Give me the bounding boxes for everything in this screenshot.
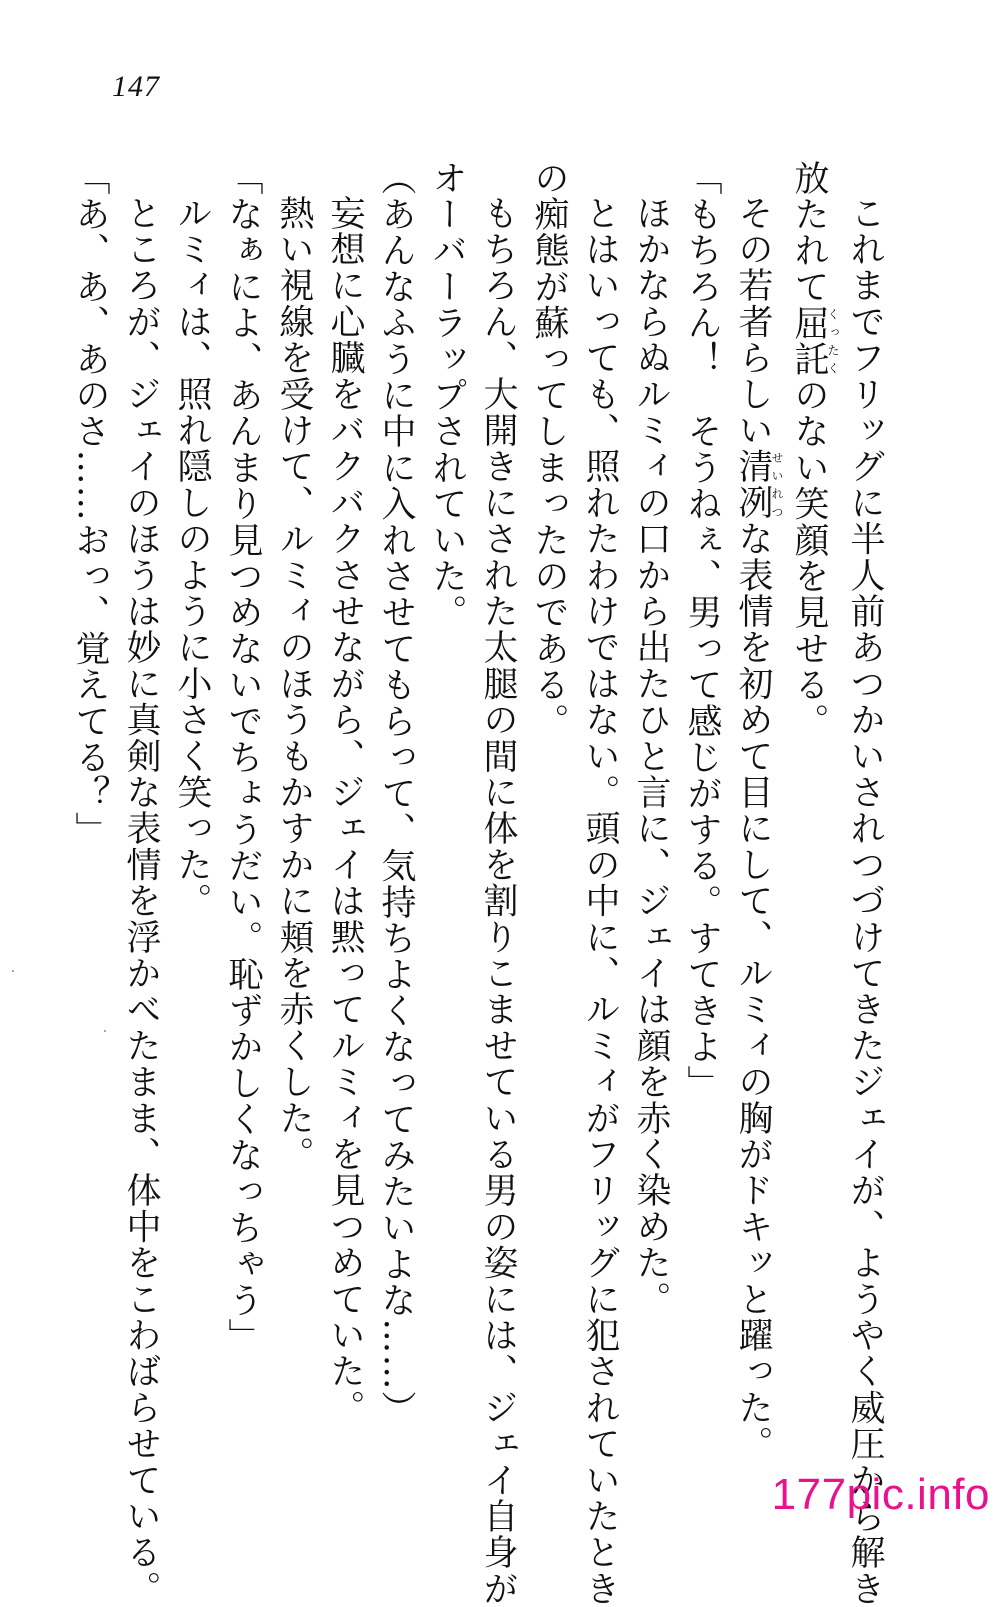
page-number: 147	[112, 70, 160, 103]
text-line: 放たれて屈託くったくのない笑顔を見せる。	[789, 160, 840, 740]
text-line: これまでフリッグに半人前あつかいされつづけてきたジェイが、ようやく威圧から解き	[845, 195, 885, 1607]
text-line: （あんなふうに中に入れさせてもらって、気持ちよくなってみたいよな……）	[376, 160, 416, 1427]
watermark: 177pic.info	[771, 1470, 990, 1519]
text-line: ところが、ジェイのほうは妙に真剣な表情を浮かべたまま、体中をこわばらせている。	[121, 195, 161, 1607]
text-line: 熱い視線を受けて、ルミィのほうもかすかに頬を赤くした。	[274, 195, 314, 1173]
text-line: オーバーラップされていた。	[427, 160, 467, 631]
text-line: その若者らしい清冽せいれつな表情を初めて目にして、ルミィの胸がドキッと躍った。	[733, 195, 784, 1463]
text-line: もちろん、大開きにされた太腿の間に体を割りこませている男の姿には、ジェイ自身が	[478, 195, 518, 1607]
ruby-word: 屈託くったく	[789, 304, 840, 378]
text-line: の痴態が蘇ってしまったのである。	[529, 160, 569, 740]
scan-speck	[12, 970, 14, 972]
text-line: とはいっても、照れたわけではない。頭の中に、ルミィがフリッグに犯されていたとき	[580, 195, 620, 1607]
text-line: 「もちろん！ そうねぇ、男って感じがする。すてきよ」	[682, 160, 722, 1102]
scan-speck	[104, 1030, 106, 1032]
ruby-word: 清冽せいれつ	[733, 448, 784, 521]
text-line: 「あ、あ、あのさ……おっ、覚えてる？」	[70, 160, 110, 848]
text-line: ルミィは、照れ隠しのように小さく笑った。	[172, 195, 212, 919]
text-line: 「なぁによ、あんまり見つめないでちょうだい。恥ずかしくなっちゃう」	[223, 160, 263, 1355]
furigana: せいれつ	[770, 448, 784, 521]
text-line: ほかならぬルミィの口から出たひと言に、ジェイは顔を赤く染めた。	[631, 195, 671, 1318]
text-line: 妄想に心臓をバクバクさせながら、ジェイは黙ってルミィを見つめていた。	[325, 195, 365, 1426]
furigana: くったく	[826, 304, 840, 378]
